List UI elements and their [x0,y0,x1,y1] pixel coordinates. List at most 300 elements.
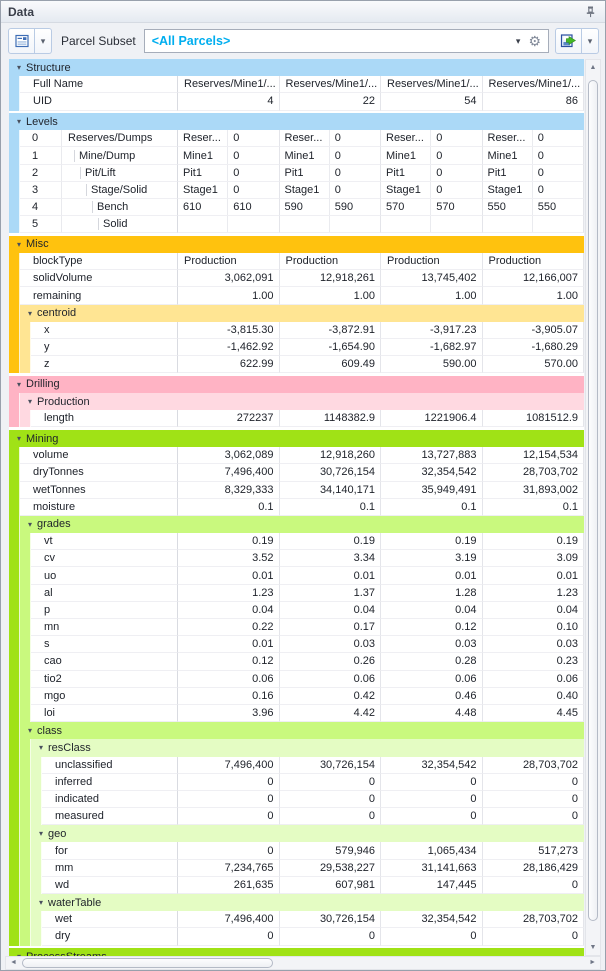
section-stripe [9,791,20,808]
value-number: 0 [537,183,544,196]
value-cell: 0.10 [483,619,585,636]
table-row-p[interactable] [9,602,584,619]
section-header-structure[interactable] [9,59,584,76]
row-label-cell: dryTonnes [20,464,178,481]
value-cell: -3,905.07 [483,322,585,339]
value-cell [178,182,280,199]
section-header-bar[interactable] [9,376,584,393]
value-cell: 30,726,154 [280,757,382,774]
value-cell: 0 [381,808,483,825]
collapse-icon[interactable]: ▾ [27,519,32,529]
table-row-stage-solid[interactable] [9,182,584,199]
section-label: grades [37,518,71,531]
value-cell [280,130,382,147]
table-row-reserves-dumps[interactable] [9,130,584,147]
value-number: 0 [233,166,240,179]
value-cell: -3,872.91 [280,322,382,339]
row-label-cell [62,147,178,164]
table-row-for[interactable] [9,842,584,859]
value-cell: 0.42 [280,688,382,705]
value-cell: 0.06 [280,671,382,688]
value-cell: 0 [280,774,382,791]
section-header-mining[interactable] [9,430,584,447]
row-label: Stage/Solid [86,184,147,196]
value-cell: 1.23 [483,585,585,602]
section-header-bar[interactable] [20,393,584,410]
section-stripe [9,533,20,550]
section-header-bar[interactable] [20,722,584,739]
row-index-cell: 4 [20,199,62,216]
value-cell: 0.22 [178,619,280,636]
value-cell [483,199,585,216]
vertical-scroll-thumb[interactable] [588,80,598,921]
section-header-bar[interactable] [31,825,584,842]
section-stripe [9,147,20,164]
value-name [178,216,228,232]
table-row-wet[interactable] [9,911,584,928]
collapse-icon[interactable]: ▾ [38,743,43,753]
scroll-left-button[interactable]: ◄ [10,959,17,966]
value-cell: -1,462.92 [178,339,280,356]
value-cell [280,199,382,216]
value-cell: Production [483,253,585,270]
value-name: Stage1 [178,182,228,198]
section-stripe [9,393,20,410]
section-header-geo[interactable] [9,825,584,842]
report-button[interactable] [8,28,35,54]
value-cell [280,147,382,164]
export-button[interactable] [555,28,582,54]
section-stripe [9,808,20,825]
value-cell: Reserves/Mine1/... [483,76,585,93]
value-cell: 3.19 [381,550,483,567]
value-cell: 0.40 [483,688,585,705]
row-label: Pit/Lift [80,167,116,179]
table-row-uid[interactable] [9,93,584,110]
section-stripe [20,550,31,567]
value-cell: 0 [178,774,280,791]
collapse-icon[interactable]: ▾ [16,434,21,444]
value-cell: 0.06 [178,671,280,688]
table-row-pit-lift[interactable] [9,165,584,182]
value-cell [381,147,483,164]
table-row-wd[interactable] [9,877,584,894]
value-cell: 28,703,702 [483,464,585,481]
value-cell: 0 [178,808,280,825]
value-name: 610 [178,199,228,215]
value-cell [381,182,483,199]
table-row-solidvolume[interactable] [9,270,584,287]
value-number: 550 [537,201,557,214]
section-stripe [9,356,20,373]
value-cell: 1.00 [280,287,382,304]
section-stripe [9,705,20,722]
value-cell: 30,726,154 [280,911,382,928]
value-cell: 28,703,702 [483,911,585,928]
table-row-y[interactable] [9,339,584,356]
table-row-remaining[interactable] [9,287,584,304]
value-cell: 28,186,429 [483,860,585,877]
table-row-vt[interactable] [9,533,584,550]
table-row-mn[interactable] [9,619,584,636]
section-stripe [9,76,20,93]
data-grid [9,59,584,956]
section-stripe [9,550,20,567]
row-label-cell: solidVolume [20,270,178,287]
parcel-subset-combo[interactable] [144,29,549,53]
value-name: 550 [483,199,533,215]
value-number: 0 [334,183,341,196]
value-cell [178,130,280,147]
table-row-blocktype[interactable] [9,253,584,270]
row-label-cell: cao [31,653,178,670]
section-stripe [20,636,31,653]
row-label-cell: blockType [20,253,178,270]
section-label: class [37,724,63,737]
value-cell: 3,062,091 [178,270,280,287]
value-cell: 30,726,154 [280,464,382,481]
value-cell: 0.19 [381,533,483,550]
value-number [330,216,380,232]
pin-icon[interactable] [582,4,598,20]
section-stripe [20,533,31,550]
section-stripe [9,447,20,464]
collapse-icon[interactable]: ▾ [27,308,32,318]
section-header-bar[interactable] [31,894,584,911]
value-cell [483,147,585,164]
section-header-drilling[interactable] [9,376,584,393]
section-stripe [20,567,31,584]
value-cell: 0.28 [381,653,483,670]
table-row-mgo[interactable] [9,688,584,705]
section-stripe [9,877,20,894]
row-label: Bench [92,201,128,213]
value-cell: 32,354,542 [381,464,483,481]
value-cell: 54 [381,93,483,110]
value-cell: 0.03 [483,636,585,653]
value-cell: 0 [483,791,585,808]
table-row-s[interactable] [9,636,584,653]
section-stripe [9,567,20,584]
row-index-cell: 2 [20,165,62,182]
chevron-down-icon[interactable]: ▾ [515,35,521,46]
value-cell: 0.19 [178,533,280,550]
section-stripe [20,928,31,945]
value-cell: 3.09 [483,550,585,567]
section-stripe [20,774,31,791]
value-number [431,216,481,232]
section-header-bar[interactable] [9,236,584,253]
value-cell: 0.04 [280,602,382,619]
panel-title: Data [8,4,35,19]
value-number: 0 [537,166,544,179]
section-stripe [20,842,31,859]
value-cell: 13,727,883 [381,447,483,464]
collapse-icon[interactable]: ▾ [16,239,21,249]
section-stripe [31,774,42,791]
section-stripe [20,619,31,636]
value-cell: 35,949,491 [381,482,483,499]
row-label-cell [62,199,178,216]
value-cell: 3.52 [178,550,280,567]
scroll-down-button[interactable]: ▼ [589,944,597,951]
value-cell: 13,745,402 [381,270,483,287]
section-label: Structure [26,61,71,74]
value-cell [381,130,483,147]
section-header-bar[interactable] [9,59,584,76]
value-cell: 0.01 [280,567,382,584]
row-label: Reserves/Dumps [68,132,153,145]
section-stripe [20,410,31,427]
report-dropdown-button[interactable] [35,28,52,54]
row-label-cell: uo [31,567,178,584]
section-stripe [31,877,42,894]
table-row-measured[interactable] [9,808,584,825]
collapse-icon[interactable]: ▾ [16,63,21,73]
row-label-cell: wetTonnes [20,482,178,499]
value-cell [280,216,382,233]
table-row-cv[interactable] [9,550,584,567]
scroll-right-button[interactable]: ► [589,959,596,966]
export-dropdown-button[interactable] [582,28,599,54]
section-header-bar[interactable] [20,516,584,533]
section-header-bar[interactable] [31,739,584,756]
row-label: Solid [98,218,127,230]
section-stripe [9,774,20,791]
chevron-down-icon: ▾ [40,35,46,46]
section-stripe [9,825,20,842]
value-name: Reser... [178,130,228,146]
table-row-unclassified[interactable] [9,757,584,774]
table-row-dry[interactable] [9,928,584,945]
row-label-cell: inferred [42,774,178,791]
section-header-grades[interactable] [9,516,584,533]
section-stripe [9,619,20,636]
value-cell [178,165,280,182]
value-cell: 1.00 [483,287,585,304]
value-name [280,216,330,232]
section-stripe [20,688,31,705]
value-cell: 607,981 [280,877,382,894]
value-cell: 12,166,007 [483,270,585,287]
table-row-moisture[interactable] [9,499,584,516]
value-cell: 517,273 [483,842,585,859]
chevron-down-icon: ▾ [587,35,593,46]
value-cell: 0 [381,928,483,945]
value-cell: 0.19 [280,533,382,550]
section-stripe [20,877,31,894]
section-stripe [9,499,20,516]
table-row-full-name[interactable] [9,76,584,93]
row-label-cell: s [31,636,178,653]
section-stripe [9,410,20,427]
value-cell: 0.01 [483,567,585,584]
pushpin-icon-shape [584,5,597,18]
row-label-cell: mm [42,860,178,877]
table-row-tio2[interactable] [9,671,584,688]
table-row-length[interactable] [9,410,584,427]
horizontal-scroll-thumb[interactable] [22,958,273,968]
value-cell: 22 [280,93,382,110]
section-header-bar[interactable] [20,305,584,322]
section-stripe [20,894,31,911]
section-header-watertable[interactable] [9,894,584,911]
value-cell: -1,680.29 [483,339,585,356]
gear-icon[interactable]: ⚙ [528,33,541,49]
value-cell: 0.1 [280,499,382,516]
table-row-mm[interactable] [9,860,584,877]
value-cell: 0 [483,928,585,945]
table-row-inferred[interactable] [9,774,584,791]
value-name: Pit1 [178,165,228,181]
value-name: 590 [280,199,330,215]
value-cell: 1.28 [381,585,483,602]
value-cell: 622.99 [178,356,280,373]
value-cell: 1081512.9 [483,410,585,427]
collapse-icon[interactable]: ▾ [38,898,43,908]
panel-titlebar [1,1,605,23]
value-cell: 0 [280,791,382,808]
section-header-production[interactable] [9,393,584,410]
section-stripe [31,911,42,928]
section-label: Drilling [26,378,60,391]
collapse-icon[interactable]: ▾ [16,117,21,127]
parcel-subset-value: <All Parcels> [151,34,231,48]
horizontal-scrollbar[interactable] [5,956,601,970]
value-cell: 0.01 [381,567,483,584]
section-stripe [9,757,20,774]
value-cell [280,182,382,199]
value-cell: 0.01 [178,636,280,653]
section-stripe [20,356,31,373]
row-label-cell: mn [31,619,178,636]
value-cell: 0.03 [381,636,483,653]
table-row-uo[interactable] [9,567,584,584]
value-number: 610 [233,201,252,214]
table-row-wettonnes[interactable] [9,482,584,499]
section-stripe [9,482,20,499]
section-stripe [9,464,20,481]
collapse-icon[interactable]: ▾ [16,379,21,389]
collapse-icon[interactable]: ▾ [27,726,32,736]
value-cell: -3,815.30 [178,322,280,339]
value-cell: 0 [178,928,280,945]
value-cell: Production [381,253,483,270]
section-stripe [20,825,31,842]
table-row-cao[interactable] [9,653,584,670]
table-row-solid[interactable] [9,216,584,233]
section-stripe [20,791,31,808]
section-stripe [9,130,20,147]
row-index-cell: 1 [20,147,62,164]
section-header-class[interactable] [9,722,584,739]
section-stripe [20,808,31,825]
value-name: Reser... [483,130,533,146]
value-cell: -1,682.97 [381,339,483,356]
value-cell: 7,234,765 [178,860,280,877]
value-number: 0 [537,132,544,145]
section-stripe [9,182,20,199]
collapse-icon[interactable]: ▾ [38,829,43,839]
value-cell: 1,065,434 [381,842,483,859]
value-cell: 0 [280,808,382,825]
row-label-cell: p [31,602,178,619]
value-cell: 0 [280,928,382,945]
section-header-bar[interactable] [9,113,584,130]
value-cell [381,216,483,233]
section-stripe [20,602,31,619]
scroll-up-button[interactable]: ▲ [589,64,597,71]
value-cell: 4.42 [280,705,382,722]
value-cell: 0.03 [280,636,382,653]
section-stripe [20,585,31,602]
value-cell [178,199,280,216]
row-label-cell: vt [31,533,178,550]
value-number: 0 [436,166,443,179]
value-number: 0 [436,132,443,145]
table-row-al[interactable] [9,585,584,602]
row-label-cell: volume [20,447,178,464]
vertical-scrollbar[interactable] [585,59,601,956]
section-header-resclass[interactable] [9,739,584,756]
section-stripe [20,860,31,877]
value-name: Pit1 [483,165,533,181]
value-cell: 4 [178,93,280,110]
section-stripe [9,671,20,688]
value-name [483,216,533,232]
row-label-cell: Full Name [20,76,178,93]
value-cell: 570.00 [483,356,585,373]
section-header-levels[interactable] [9,113,584,130]
value-name: Mine1 [178,147,228,163]
value-number: 0 [436,183,443,196]
value-number: 570 [436,201,455,214]
section-stripe [20,757,31,774]
section-header-centroid[interactable] [9,305,584,322]
value-cell: 1.37 [280,585,382,602]
value-cell: 590.00 [381,356,483,373]
table-row-x[interactable] [9,322,584,339]
value-cell [381,165,483,182]
table-row-drytonnes[interactable] [9,464,584,481]
table-row-volume[interactable] [9,447,584,464]
collapse-icon[interactable]: ▾ [27,397,32,407]
section-stripe [9,894,20,911]
section-header-misc[interactable] [9,236,584,253]
section-stripe [20,911,31,928]
table-row-z[interactable] [9,356,584,373]
toolbar [8,26,599,56]
value-cell: Reserves/Mine1/... [381,76,483,93]
row-label-cell: remaining [20,287,178,304]
section-header-bar[interactable] [9,430,584,447]
section-stripe [9,739,20,756]
row-index-cell: 5 [20,216,62,233]
table-row-loi[interactable] [9,705,584,722]
value-cell: 0.12 [178,653,280,670]
table-row-bench[interactable] [9,199,584,216]
value-cell [280,165,382,182]
value-cell: 32,354,542 [381,911,483,928]
value-cell: 609.49 [280,356,382,373]
row-label-cell: indicated [42,791,178,808]
row-index-cell: 3 [20,182,62,199]
value-number: 0 [233,149,240,162]
table-row-indicated[interactable] [9,791,584,808]
row-label-cell: x [31,322,178,339]
table-row-mine-dump[interactable] [9,147,584,164]
value-cell: 0.04 [381,602,483,619]
